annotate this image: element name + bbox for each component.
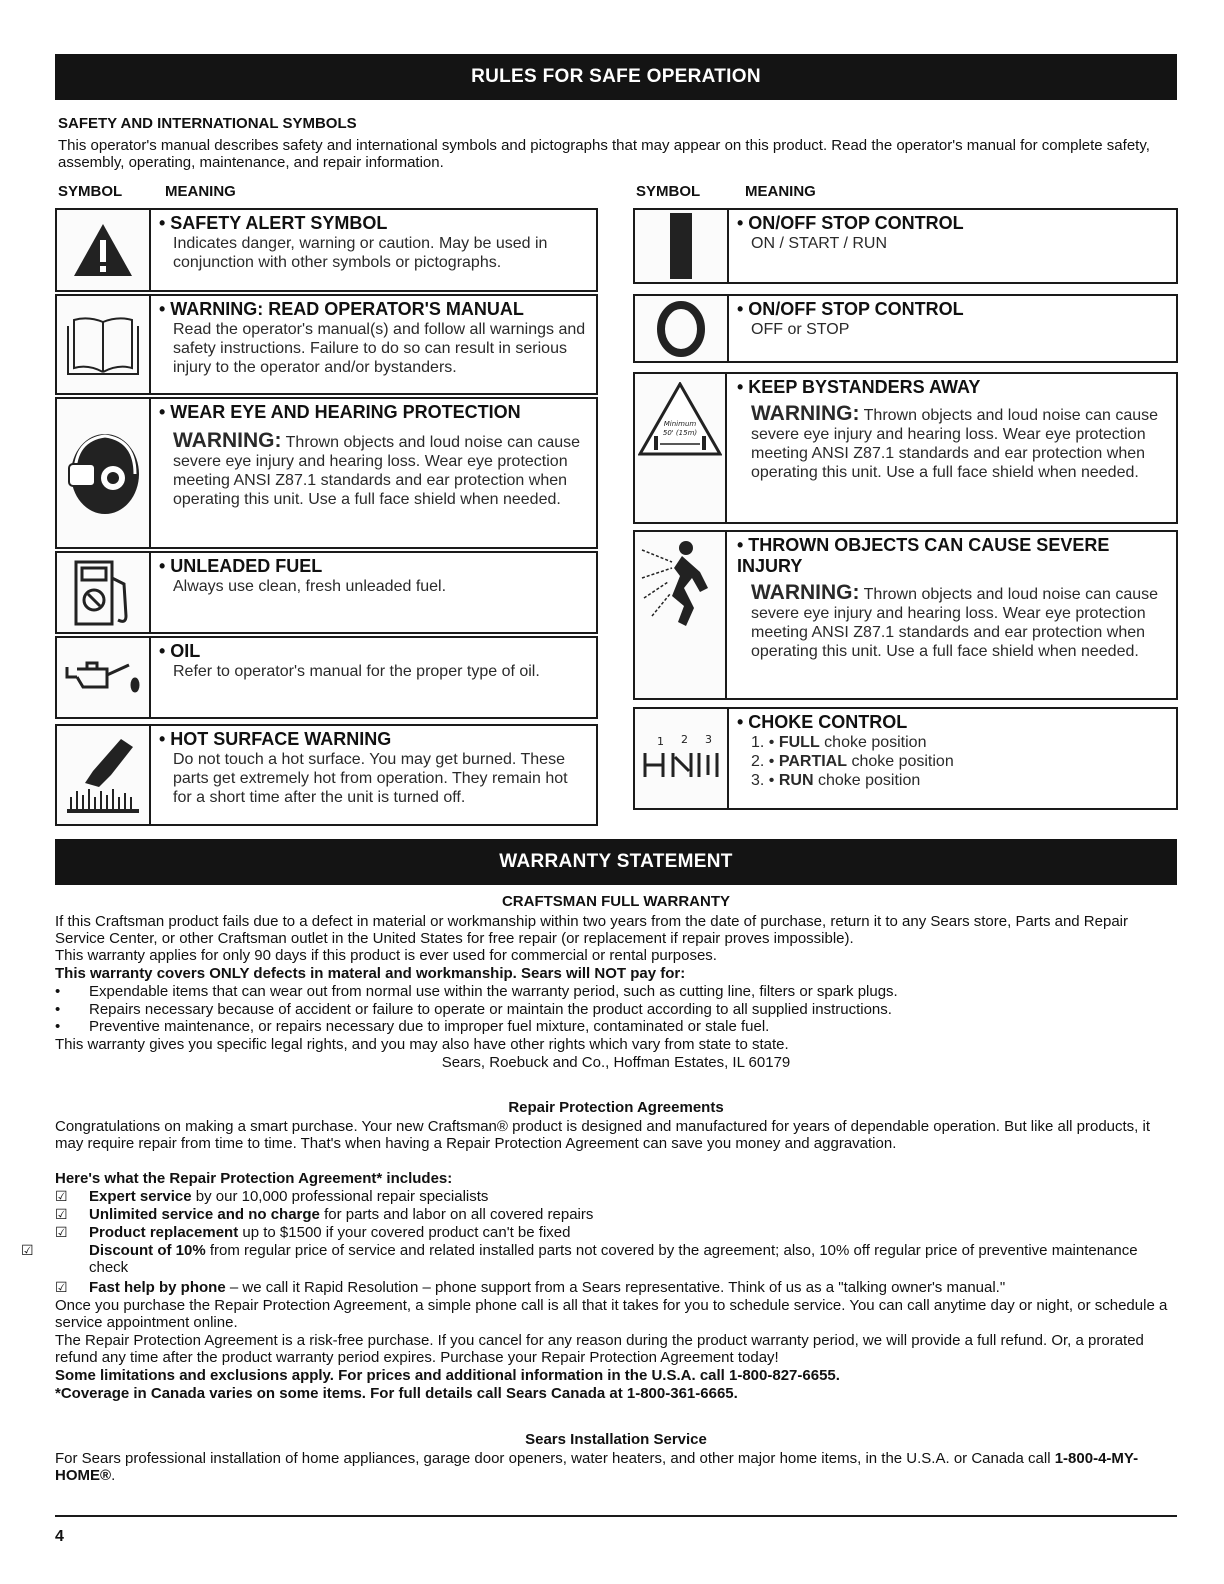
symbol-title: • ON/OFF STOP CONTROL [737, 213, 964, 233]
symbol-title: • ON/OFF STOP CONTROL [737, 299, 964, 319]
checkbox-icon: ☑ [55, 1224, 68, 1240]
symbol-body: Refer to operator's manual for the proper type of oil. [173, 663, 540, 680]
choke-item-2: 2. • PARTIAL choke position [751, 753, 954, 770]
repair-check-4: ☑ Discount of 10% from regular price of service and related installed parts not covered by the agreement; also, 10% off regular price of preventive maintenance check [21, 1242, 1138, 1276]
symbol-row-keep-bystanders [633, 372, 1178, 524]
col-symbol-right: SYMBOL [636, 183, 701, 200]
symbol-row-unleaded-fuel [55, 551, 598, 634]
open-book-icon [57, 296, 151, 393]
minimum-label: Minimum [663, 420, 697, 428]
thrown-objects-icon [635, 532, 727, 698]
section-banner-rules: RULES FOR SAFE OPERATION [55, 54, 1177, 100]
checkbox-icon: ☑ [55, 1188, 68, 1204]
symbol-row-safety-alert [55, 208, 598, 292]
symbol-title: • CHOKE CONTROL [737, 712, 908, 732]
symbol-row-thrown-objects [633, 530, 1178, 700]
repair-bold-1: Some limitations and exclusions apply. For prices and additional information in the U.S.A. call 1-800-827-6655. [55, 1367, 840, 1384]
checkbox-icon: ☑ [55, 1279, 68, 1295]
oil-can-icon [57, 638, 151, 717]
install-phone: 1-800-4-MY-HOME® [55, 1450, 1139, 1484]
repair-includes: Here's what the Repair Protection Agreement* includes: [55, 1170, 453, 1187]
symbol-row-off-control [633, 294, 1178, 363]
repair-p1: Congratulations on making a smart purchase. Your new Craftsman® product is designed and manufactured for years of dependable operation. But like all products, it may require repair from time to time. That's when having a Repair Protection Agreement can save you money and aggravation. [55, 1118, 1151, 1152]
repair-p2: Once you purchase the Repair Protection Agreement, a simple phone call is all that it takes for you to schedule service. You can call anytime day or night, or schedule a service appointment online. [55, 1297, 1168, 1331]
symbol-row-choke-control [633, 707, 1178, 810]
warranty-bold-line: This warranty covers ONLY defects in materal and workmanship. Sears will NOT pay for: [55, 965, 686, 982]
choke-label-3: 3 [705, 732, 712, 746]
page-number: 4 [55, 1528, 64, 1545]
hot-surface-icon [57, 726, 151, 824]
repair-check-1: ☑ Expert service by our 10,000 professional repair specialists [55, 1188, 489, 1205]
symbol-title: • THROWN OBJECTS CAN CAUSE SEVERE INJURY [737, 535, 1110, 576]
symbols-heading: SAFETY AND INTERNATIONAL SYMBOLS [58, 115, 357, 132]
warranty-p3: This warranty gives you specific legal rights, and you may also have other rights which vary from state to state. [55, 1036, 789, 1053]
symbol-body: Always use clean, fresh unleaded fuel. [173, 578, 447, 595]
choke-label-1: 1 [657, 734, 664, 748]
footer-rule [55, 1515, 1177, 1517]
checkbox-icon: ☑ [21, 1242, 34, 1258]
warranty-heading: CRAFTSMAN FULL WARRANTY [501, 893, 731, 910]
choke-positions-icon [635, 709, 729, 808]
repair-p3: The Repair Protection Agreement is a risk-free purchase. If you cancel for any reason during the product warranty period, we will provide a full refund. Or, a prorated refund any time after the product warranty period expires. Purchase your Repair Protection Agreement today! [55, 1332, 1144, 1366]
warranty-bullet-2: • Repairs necessary because of accident or failure to operate or maintain the product according to all supplied instructions. [55, 1001, 892, 1018]
symbol-body: ON / START / RUN [751, 235, 888, 252]
symbol-title: • WEAR EYE AND HEARING PROTECTION [159, 402, 521, 422]
choke-label-2: 2 [681, 732, 688, 746]
distance-label: 50' (15m) [662, 429, 698, 437]
warning-label: WARNING: [751, 402, 860, 425]
symbol-title: • SAFETY ALERT SYMBOL [159, 213, 388, 233]
symbol-row-eye-hearing [55, 397, 598, 549]
warranty-bullet-3: • Preventive maintenance, or repairs necessary due to improper fuel mixture, contaminated or stale fuel. [55, 1018, 770, 1035]
repair-check-5: ☑ Fast help by phone – we call it Rapid Resolution – phone support from a Sears representative. Think of us as a "talking owner's manual." [55, 1279, 1006, 1296]
symbol-row-on-control [633, 208, 1178, 284]
symbol-row-oil [55, 636, 598, 719]
fuel-pump-icon [57, 553, 151, 632]
repair-check-2: ☑ Unlimited service and no charge for parts and labor on all covered repairs [55, 1206, 594, 1223]
symbol-body: Thrown objects and loud noise can cause severe eye injury and hearing loss. Wear eye protection meeting ANSI Z87.1 standards and ear protection when operating this unit. Use a full face shield when needed. [173, 434, 581, 508]
symbol-row-hot-surface [55, 724, 598, 826]
warranty-address: Sears, Roebuck and Co., Hoffman Estates, IL 60179 [441, 1054, 791, 1071]
choke-item-3: 3. • RUN choke position [751, 772, 921, 789]
col-meaning-right: MEANING [745, 183, 816, 200]
on-bar-icon [635, 210, 729, 282]
col-symbol-left: SYMBOL [58, 183, 123, 200]
symbol-title: • OIL [159, 641, 201, 661]
symbol-body: Indicates danger, warning or caution. May be used in conjunction with other symbols or pictographs. [173, 235, 548, 271]
warranty-p1: If this Craftsman product fails due to a defect in material or workmanship within two years from the date of purchase, return it to any Sears store, Parts and Repair Service Center, or other Craftsman outlet in the United States for free repair (or replacement if repair proves impossible). [55, 913, 1128, 947]
symbols-intro: This operator's manual describes safety and international symbols and pictographs that may appear on this product. Read the operator's manual for complete safety, assembly, operating, maintenance, and repair information. [58, 137, 1150, 171]
keep-away-triangle-icon [635, 374, 727, 522]
warning-triangle-icon [57, 210, 151, 290]
symbol-body: OFF or STOP [751, 321, 850, 338]
symbol-title: • HOT SURFACE WARNING [159, 729, 392, 749]
checkbox-icon: ☑ [55, 1206, 68, 1222]
symbol-body: Thrown objects and loud noise can cause severe eye injury and hearing loss. Wear eye protection meeting ANSI Z87.1 standards and ear protection when operating this unit. Use a full face shield when needed. [751, 407, 1159, 481]
repair-heading: Repair Protection Agreements [508, 1099, 724, 1116]
install-text: For Sears professional installation of home appliances, garage door openers, water heaters, and other major home items, in the U.S.A. or Canada call 1-800-4-MY-HOME®. [55, 1450, 1139, 1484]
symbol-title: • UNLEADED FUEL [159, 556, 323, 576]
symbol-row-read-manual [55, 294, 598, 395]
choke-item-1: 1. • FULL choke position [751, 734, 927, 751]
section-banner-warranty: WARRANTY STATEMENT [55, 839, 1177, 885]
repair-bold-2: *Coverage in Canada varies on some items. For full details call Sears Canada at 1-800-361-6665. [55, 1385, 738, 1402]
warning-label: WARNING: [173, 429, 282, 452]
install-heading: Sears Installation Service [525, 1431, 707, 1448]
symbol-body: Do not touch a hot surface. You may get burned. These parts get extremely hot from operation. They remain hot for a short time after the unit is turned off. [173, 751, 568, 806]
warning-label: WARNING: [751, 581, 860, 604]
ear-eye-protection-icon [57, 399, 151, 547]
warranty-bullet-1: • Expendable items that can wear out from normal use within the warranty period, such as cutting line, filters or spark plugs. [55, 983, 898, 1000]
symbol-body: Thrown objects and loud noise can cause severe eye injury and hearing loss. Wear eye protection meeting ANSI Z87.1 standards and ear protection when operating this unit. Use a full face shield when needed. [751, 586, 1159, 660]
warranty-p2: This warranty applies for only 90 days if this product is ever used for commercial or rental purposes. [55, 947, 717, 964]
col-meaning-left: MEANING [165, 183, 236, 200]
symbol-title: • KEEP BYSTANDERS AWAY [737, 377, 981, 397]
repair-check-3: ☑ Product replacement up to $1500 if your covered product can't be fixed [55, 1224, 571, 1241]
symbol-body: Read the operator's manual(s) and follow all warnings and safety instructions. Failure to do so can result in serious injury to the operator and/or bystanders. [173, 321, 586, 376]
off-circle-icon [635, 296, 729, 361]
symbol-title: • WARNING: READ OPERATOR'S MANUAL [159, 299, 524, 319]
